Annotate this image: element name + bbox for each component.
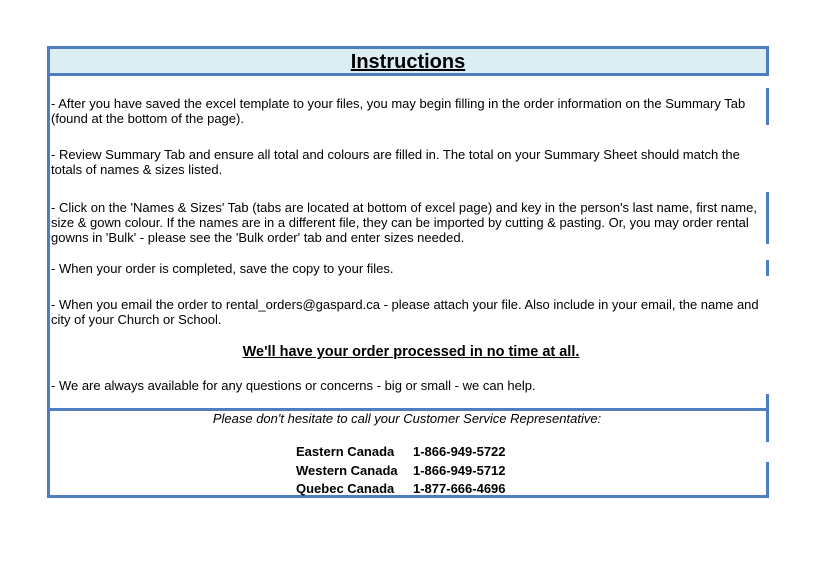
tagline: We'll have your order processed in no time at all.	[242, 344, 580, 360]
frame-right-border-segment	[766, 394, 769, 442]
contact-region: Quebec Canada	[296, 481, 395, 496]
frame-left-border	[47, 46, 50, 498]
instruction-step: - When your order is completed, save the copy to your files.	[51, 261, 394, 276]
contact-list	[296, 443, 506, 499]
contact-region: Western Canada	[296, 462, 398, 478]
frame-right-border-segment	[766, 462, 769, 498]
call-prompt: Please don't hesitate to call your Customer Service Representative:	[212, 411, 602, 426]
contact-row	[296, 462, 506, 481]
instruction-step: - Review Summary Tab and ensure all total and colours are filled in. The total on your Summary Sheet should match the totals of names & sizes listed.	[51, 147, 740, 177]
instruction-step: - When you email the order to rental_orders@gaspard.ca - please attach your file. Also include in your email, the name and city of your Church or School.	[51, 297, 759, 327]
contact-row	[296, 443, 506, 462]
instruction-step: - After you have saved the excel template to your files, you may begin filling in the order information on the Summary Tab (found at the bottom of the page).	[51, 96, 746, 126]
page-title: Instructions	[350, 51, 466, 73]
availability-note: - We are always available for any questions or concerns - big or small - we can help.	[51, 378, 536, 393]
instruction-step: - Click on the 'Names & Sizes' Tab (tabs are located at bottom of excel page) and key in the person's last name, first name, size & gown colour. If the names are in a different file, they can be imported by cutting & pasting. Or, you may order rental gowns in 'Bulk' - please see the 'Bulk order' tab and enter sizes needed.	[51, 200, 757, 245]
contact-row	[296, 480, 506, 499]
contact-phone: 1-866-949-5712	[413, 462, 506, 478]
contact-phone: 1-877-666-4696	[413, 481, 506, 496]
contact-region: Eastern Canada	[296, 444, 395, 459]
frame-right-border-segment	[766, 46, 769, 76]
contact-phone: 1-866-949-5722	[413, 444, 506, 459]
